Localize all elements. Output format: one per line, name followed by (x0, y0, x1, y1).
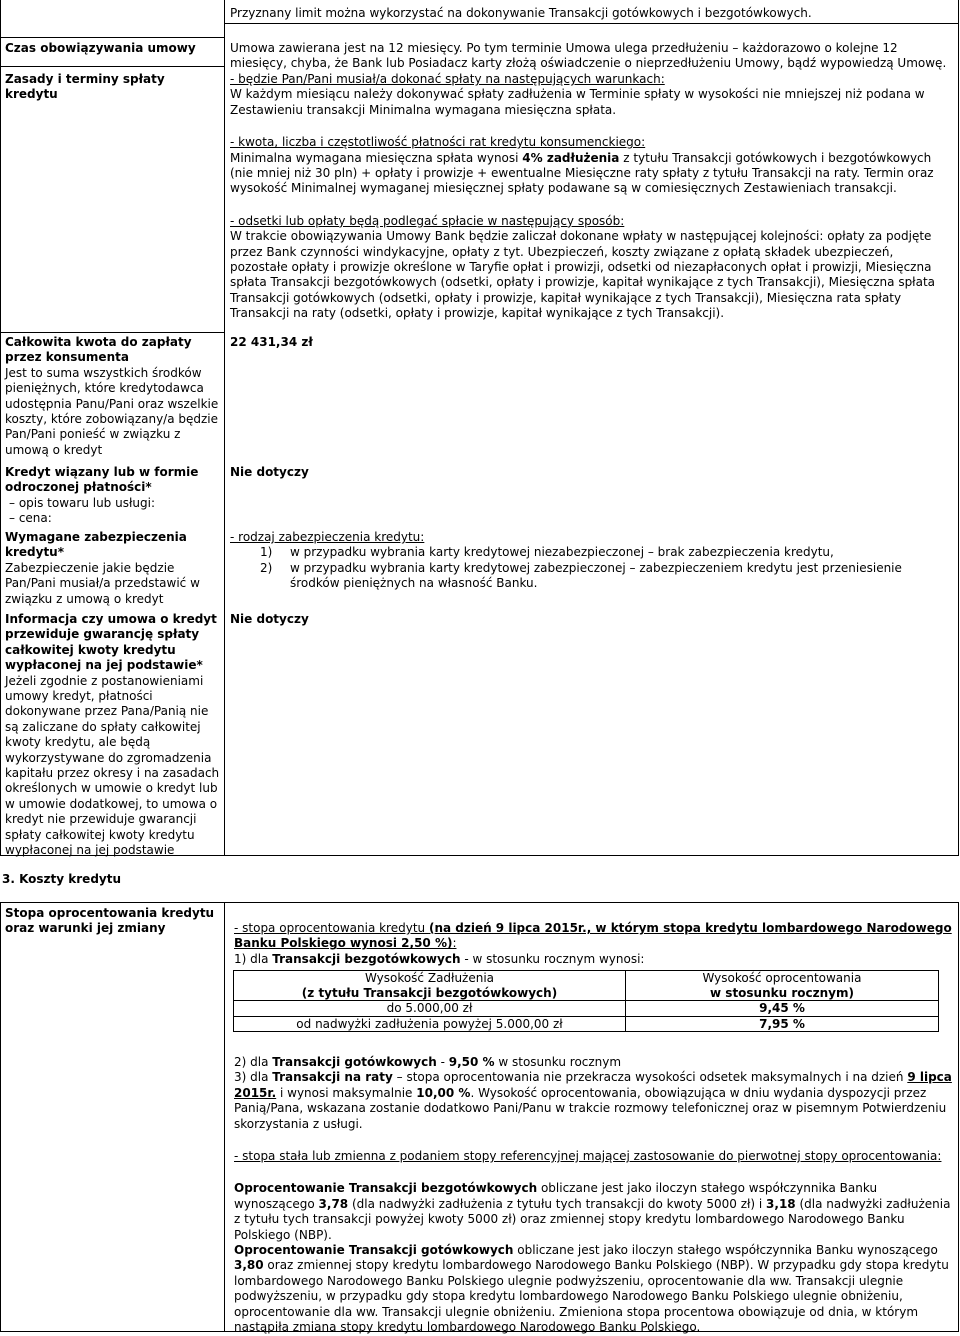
collateral-description: Zabezpieczenie jakie będzie Pan/Pani musiał/a przedstawić w związku z umową o kredyt (5, 560, 200, 606)
interest-rate-heading: - stopa oprocentowania kredytu (na dzień 9 lipca 2015r., w którym stopa kredytu lombardowego Narodowego Banku Polskiego wynosi 2,50 %): (234, 921, 952, 951)
guarantee-title: Informacja czy umowa o kredyt przewiduje gwarancję spłaty całkowitej kwoty kredytu wypłaconej na jej podstawie* (5, 612, 217, 673)
tied-credit-value: Nie dotyczy (230, 465, 309, 479)
label-total-amount (5, 335, 220, 458)
total-amount-title: Całkowita kwota do zapłaty przez konsumenta (5, 335, 192, 365)
agreement-duration-paragraph: Umowa zawierana jest na 12 miesięcy. Po tym terminie Umowa ulega przedłużeniu – każdorazowo o kolejne 12 miesięcy, chyba, że Bank lub Posiadacz karty złożą oświadczenie o nieprzedłużeniu Umowy, bądź wypowiedzą Umowę. (230, 41, 947, 71)
repayment-conditions-heading: - będzie Pan/Pani musiał/a dokonać spłaty na następujących warunkach: (230, 72, 665, 86)
table-cell-rate: 9,45 % (626, 1001, 939, 1017)
table-cell-range: do 5.000,00 zł (234, 1001, 626, 1017)
limit-note (230, 6, 950, 21)
tied-credit-goods-item: – opis towaru lub usługi: (9, 495, 155, 510)
label-guarantee (5, 612, 220, 859)
collateral-content (230, 530, 952, 592)
reference-rate-heading: - stopa stała lub zmienna z podaniem stopy referencyjnej mającej zastosowanie do pierwotnej stopy oprocentowania: (234, 1149, 942, 1164)
section-heading-credit-costs: 3. Koszty kredytu (2, 872, 122, 886)
interest-repayment-text: W trakcie obowiązywania Umowy Bank będzie zaliczał dokonane wpłaty w następującej kolejności: opłaty za podjęte przez Bank czynności windykacyjne, opłaty z tyt. Ubezpieczeń, koszty związane z opłatą składek ubezpieczeń, pozostałe opłaty i prowizje określone w Taryfie opłat i prowizji, odsetki od niezapłaconych opłat i prowizji, Miesięczna spłata Transakcji bezgotówkowych (odsetki, opłaty i prowizje, kapitał wynikające z tych Transakcji), Miesięczna spłata Transakcji gotówkowych (odsetki, opłaty i prowizje, kapitał wynikające z tych Transakcji), Miesięczna rata spłaty Transakcji na raty (odsetki, opłaty i prowizje, kapitał wynikające z tych Transakcji). (230, 229, 936, 321)
interest-rate-content-2 (234, 1055, 954, 1336)
table-cell-rate: 7,95 % (626, 1016, 939, 1032)
interest-rate-table (233, 970, 939, 1032)
table-cell-range: od nadwyżki zadłużenia powyżej 5.000,00 zł (234, 1016, 626, 1032)
repayment-rules-content (230, 72, 952, 322)
collateral-option-1: 1) w przypadku wybrania karty kredytowej niezabezpieczonej – brak zabezpieczenia kredytu, (260, 545, 834, 560)
label-agreement-duration: Czas obowiązywania umowy (5, 41, 196, 55)
label-interest-rate: Stopa oprocentowania kredytu oraz warunki jej zmiany (5, 906, 215, 936)
rate-cash-line: 2) dla Transakcji gotówkowych - 9,50 % w stosunku rocznym (234, 1055, 622, 1069)
label-collateral (5, 530, 220, 607)
installments-text: Minimalna wymagana miesięczna spłata wynosi 4% zadłużenia z tytułu Transakcji gotówkowych i bezgotówkowych (nie mniej niż 30 pln) + opłaty i prowizje + ewentualne Miesięczne raty spłaty z tytułu Transakcji na raty. Termin oraz wysokość Minimalnej wymaganej miesięcznej spłaty podawane są w comiesięcznych Zestawieniach transakcji. (230, 150, 934, 196)
total-amount-value: 22 431,34 zł (230, 335, 313, 349)
table-row (234, 1016, 939, 1032)
installments-heading: - kwota, liczba i częstotliwość płatności rat kredytu konsumenckiego: (230, 135, 646, 150)
table-header-debt: Wysokość Zadłużenia (z tytułu Transakcji bezgotówkowych) (234, 971, 626, 1001)
guarantee-description: Jeżeli zgodnie z postanowieniami umowy kredyt, płatności dokonywane przez Pana/Panią nie są zaliczane do spłaty całkowitej kwoty kredytu, ale będą wykorzystywane do zgromadzenia kapitału przez okresy i na zasadach określonych w umowie o kredyt lub w umowie dodatkowej, to umowa o kredyt nie przewiduje gwarancji spłaty całkowitej kwoty kredytu wypłaconej na jej podstawie (5, 673, 220, 858)
collateral-type-heading: - rodzaj zabezpieczenia kredytu: (230, 530, 425, 544)
label-tied-credit (5, 465, 220, 527)
agreement-duration-text (230, 41, 950, 72)
cash-formula-text: Oprocentowanie Transakcji gotówkowych obliczane jest jako iloczyn stałego współczynnika Banku wynoszącego 3,80 oraz zmiennej stopy kredytu lombardowego Narodowego Banku Polskiego (NBP). W przypadku gdy stopa kredytu lombardowego Narodowego Banku Polskiego ulegnie podwyższeniu, oprocentowanie dla ww. Transakcji ulegnie podwyższeniu, w przypadku gdy stopa kredytu lombardowego Narodowego Banku Polskiego ulegnie obniżeniu, oprocentowanie dla ww. Transakcji ulegnie obniżeniu. Zmieniona stopa procentowa obowiązuje od dnia, w którym nastąpiła zmiana stopy kredytu lombardowego Narodowego Banku Polskiego. (234, 1243, 949, 1335)
rate-installments-line: 3) dla Transakcji na raty – stopa oprocentowania nie przekracza wysokości odsetek maksymalnych i na dzień 9 lipca 2015r. i wynosi maksymalnie 10,00 %. Wysokość oprocentowania, obowiązująca w dniu wydania dyspozycji przez Panią/Pana, wskazana zostanie dodatkowo Pani/Panu w trakcie rozmowy telefonicznej oraz w pisemnym Potwierdzeniu skorzystania z usługi. (234, 1070, 952, 1131)
tied-credit-price-item: – cena: (9, 511, 52, 526)
limit-note-text: Przyznany limit można wykorzystać na dokonywanie Transakcji gotówkowych i bezgotówkowych. (230, 6, 812, 20)
table-header-rate: Wysokość oprocentowania w stosunku rocznym) (626, 971, 939, 1001)
collateral-option-2: 2) w przypadku wybrania karty kredytowej zabezpieczonej – zabezpieczeniem kredytu jest przeniesienie środków pieniężnych na własność Banku. (260, 560, 902, 591)
table-row (234, 1001, 939, 1017)
repayment-conditions-text: W każdym miesiącu należy dokonywać spłaty zadłużenia w Terminie spłaty w wysokości nie mniejszej niż podana w Zestawieniu transakcji Minimalna wymagana miesięczna spłata. (230, 87, 925, 117)
guarantee-value: Nie dotyczy (230, 612, 309, 626)
interest-repayment-heading: - odsetki lub opłaty będą podlegać spłacie w następujący sposób: (230, 213, 625, 228)
interest-rate-content (234, 921, 954, 967)
collateral-title: Wymagane zabezpieczenia kredytu* (5, 530, 187, 560)
cashless-formula-text: Oprocentowanie Transakcji bezgotówkowych obliczane jest jako iloczyn stałego współczynnika Banku wynoszącego 3,78 (dla nadwyżki zadłużenia z tytułu tych transakcji do kwoty 5000 zł) i 3,18 (dla nadwyżki zadłużenia z tytułu tych transakcji powyżej kwoty 5000 zł) oraz zmiennej stopy kredytu lombardowego Narodowego Banku Polskiego (NBP). (234, 1181, 951, 1242)
table-header-row (234, 971, 939, 1001)
label-repayment-rules: Zasady i terminy spłaty kredytu (5, 72, 165, 102)
total-amount-description: Jest to suma wszystkich środków pieniężnych, które kredytodawca udostępnia Panu/Pani oraz wszelkie koszty, które zobowiązany/a będzie Pan/Pani ponieść w związku z umową o kredyt (5, 365, 219, 457)
rate-cashless-heading: 1) dla Transakcji bezgotówkowych - w stosunku rocznym wynosi: (234, 951, 645, 966)
tied-credit-title: Kredyt wiązany lub w formie odroczonej płatności* (5, 465, 199, 495)
